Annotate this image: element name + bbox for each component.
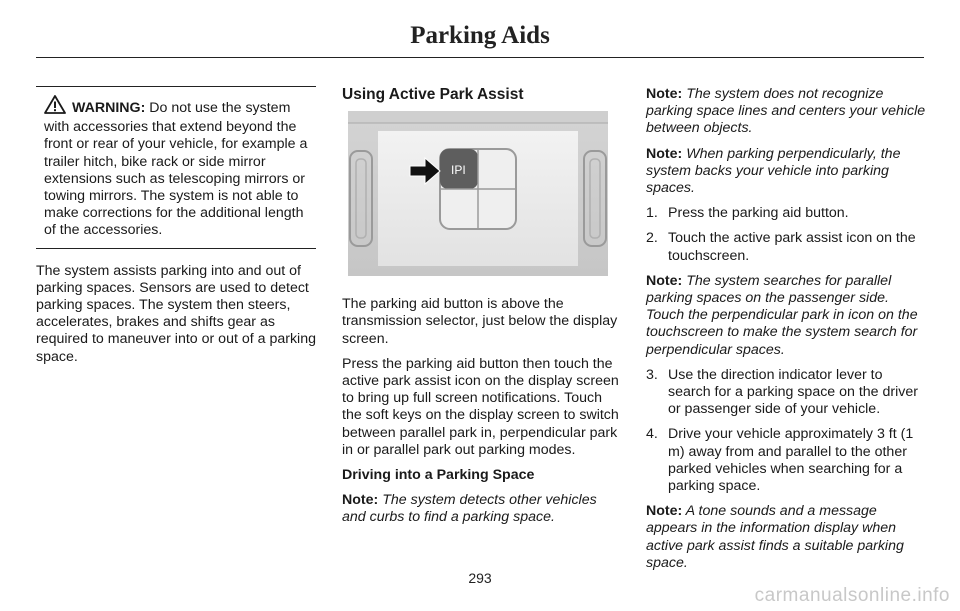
list-item xyxy=(646,230,926,264)
paragraph-modes: Press the parking aid button then touch the active park assist icon on the display screen to bring up full screen notifications. Touch the soft keys on the display screen to switch between parallel park in, perpendicular park in or parallel park out parking modes. xyxy=(342,355,619,458)
steps-list-a xyxy=(646,205,926,265)
step-number: 2. xyxy=(646,230,658,247)
step-text: Use the direction indicator lever to search for a parking space on the driver or passenger side of your vehicle. xyxy=(668,366,918,418)
note-text: The system searches for parallel parking spaces on the passenger side. Touch the perpendicular park in icon on the touchscreen to make the system search for perpendicular spaces. xyxy=(646,272,918,358)
note-passenger-side xyxy=(646,273,926,359)
subheading-driving-into-space: Driving into a Parking Space xyxy=(342,467,535,484)
paragraph-button-location: The parking aid button is above the transmission selector, just below the display screen. xyxy=(342,296,618,347)
note-tone xyxy=(646,503,926,572)
page-number: 293 xyxy=(468,570,492,586)
note-label: Note: xyxy=(646,503,683,520)
header-divider xyxy=(36,57,924,58)
list-item xyxy=(646,205,926,222)
note-text: A tone sounds and a message appears in the information display when active park assist finds a suitable parking space. xyxy=(646,503,904,571)
note-label: Note: xyxy=(646,272,683,289)
column-right xyxy=(646,86,926,580)
note-detects xyxy=(342,492,622,526)
ipi-button-label: IPI xyxy=(451,163,466,178)
step-number: 3. xyxy=(646,366,658,383)
note-text: When parking perpendicularly, the system backs your vehicle into parking spaces. xyxy=(646,145,901,197)
intro-paragraph: The system assists parking into and out of parking spaces. Sensors are used to detect parking spaces. The system then steers, accelerates, brakes and shifts gear as required to maneuver into or out of a parking space. xyxy=(36,262,316,365)
note-label: Note: xyxy=(646,86,683,102)
warning-triangle-icon xyxy=(44,95,66,119)
step-text: Press the parking aid button. xyxy=(668,205,849,222)
warning-box xyxy=(36,86,316,249)
list-item xyxy=(646,426,926,495)
column-middle xyxy=(342,86,622,535)
note-perpendicular xyxy=(646,146,926,198)
step-number: 4. xyxy=(646,426,658,443)
column-left xyxy=(36,86,316,374)
warning-label: WARNING: xyxy=(72,100,146,116)
note-text: The system detects other vehicles and curbs to find a parking space. xyxy=(342,492,597,526)
step-number: 1. xyxy=(646,205,658,222)
section-heading: Using Active Park Assist xyxy=(342,86,524,103)
parking-aid-button-figure xyxy=(348,111,608,276)
watermark: carmanualsonline.info xyxy=(754,585,950,606)
note-text: The system does not recognize parking space lines and centers your vehicle between objects. xyxy=(646,86,926,137)
list-item xyxy=(646,367,926,419)
note-label: Note: xyxy=(342,492,379,509)
note-label: Note: xyxy=(646,145,683,162)
step-text: Drive your vehicle approximately 3 ft (1 m) away from and parallel to the other parked vehicles when searching for a parking space. xyxy=(668,426,914,495)
page-title: Parking Aids xyxy=(410,22,550,49)
steps-list-b xyxy=(646,367,926,495)
warning-text: Do not use the system with accessories that extend beyond the front or rear of your vehicle, for example a trailer hitch, bike rack or side mirror extensions such as telescoping mirrors or towing mirrors. The system is not able to make corrections for the additional length of the accessories. xyxy=(44,100,308,239)
step-text: Touch the active park assist icon on the touchscreen. xyxy=(668,230,916,264)
note-lines xyxy=(646,86,926,138)
